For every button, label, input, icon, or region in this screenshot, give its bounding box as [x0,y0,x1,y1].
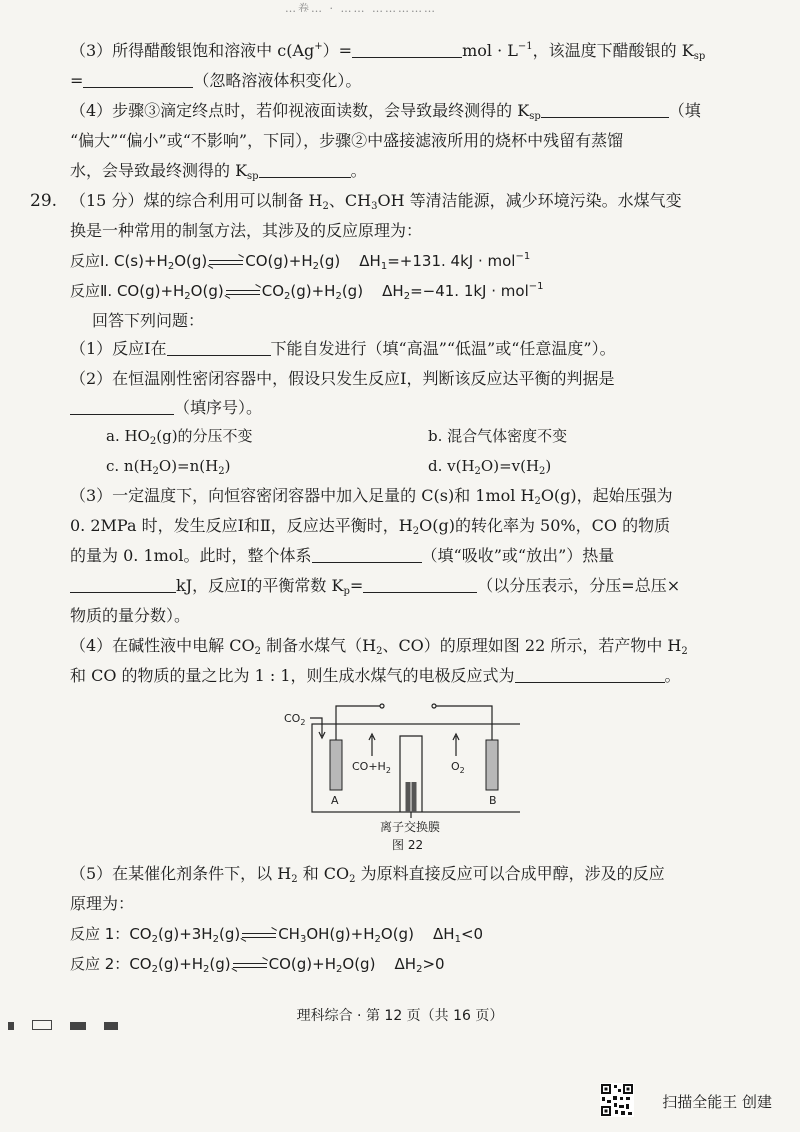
q29-part-5-line-2: 原理为： [70,894,135,913]
q29-part-3-line-4: kJ，反应Ⅰ的平衡常数 $K_p=$ （以分压表示，分压=总压× [70,575,680,597]
q29-part-5-line-1: （5）在某催化剂条件下，以 $H_2$ 和 $CO_2$ 为原料直接反应可以合成甲醇，涉及的反应 [70,864,665,885]
q29-part-1: （1）反应Ⅰ在 下能自发进行（填“高温”“低温”或“任意温度”）。 [70,339,616,358]
equilibrium-arrow-icon [209,258,243,266]
reaction-2: 反应Ⅱ. $CO(g)+H_2O(g)$ $CO_2(g)+H_2(g)$ $\Delta H_2=-41$. 1kJ · mol$^{-1}$ [70,281,544,302]
qr-code-icon [600,1083,634,1117]
terminal-left [380,704,384,708]
anode-gas-label: $O_2$ [451,760,465,775]
q29-intro-2: 换是一种常用的制氢方法，其涉及的反应原理为： [70,221,423,240]
answer-blank[interactable] [83,73,193,88]
option-d: d. $v(H_2O)=v(H_2)$ [428,457,552,477]
answer-blank[interactable] [352,43,462,58]
electrode-a [330,740,342,790]
terminal-right [432,704,436,708]
q29-part-3-line-1: （3）一定温度下，向恒容密闭容器中加入足量的 C(s)和 1mol $H_2O(g)$，起始压强为 [70,486,673,507]
q29-part-4-line-2: 和 CO 的物质的量之比为 1 : 1，则生成水煤气的电极反应式为 。 [70,666,681,685]
equilibrium-arrow-icon [226,288,260,296]
q29-part-3-line-3: 的量为 0. 1mol。此时，整个体系 （填“吸收”或“放出”）热量 [70,546,615,565]
answer-blank[interactable] [541,103,669,118]
co2-label: $CO_2$ [284,712,306,727]
q4-line-1: （4）步骤③滴定终点时，若仰视液面读数，会导致最终测得的 $K_{sp}$ （填 [70,101,701,122]
wire-left [336,706,380,740]
equilibrium-arrow-icon [233,961,267,969]
question-number: 29. [30,191,58,211]
answer-blank[interactable] [363,578,477,593]
wire-right [434,706,492,740]
figure-caption: 图 22 [392,838,424,852]
page-footer: 理科综合 · 第 12 页（共 16 页） [296,1008,504,1024]
answer-prompt: 回答下列问题： [92,311,205,330]
option-a: a. $HO_2(g)$的分压不变 [106,427,253,447]
answer-blank[interactable] [515,668,665,683]
reaction-e1: 反应 1：$CO_2(g)+3H_2(g)$ $CH_3OH(g)+H_2O(g)$ $\Delta H_1<0$ [70,925,484,945]
q3-line-2: = （忽略溶液体积变化）。 [70,71,362,90]
answer-blank[interactable] [167,341,271,356]
q29-part-2-line-1: （2）在恒温刚性密闭容器中，假设只发生反应Ⅰ，判断该反应达平衡的判据是 [70,369,615,388]
q29-part-4-line-1: （4）在碱性液中电解 $CO_2$ 制备水煤气（$H_2$、CO）的原理如图 22 所示，若产物中 $H_2$ [70,636,688,657]
header-strip: …卷… · …… …………… [285,2,437,12]
answer-blank[interactable] [259,163,351,178]
q29-part-3-line-5: 物质的量分数）。 [70,606,191,625]
electrode-b [486,740,498,790]
scanner-watermark: 扫描全能王 创建 [662,1093,772,1111]
equilibrium-arrow-icon [242,931,276,939]
q29-intro-1: （15 分）煤的综合利用可以制备 $H_2$、$CH_3OH$ 等清洁能源，减少环境污染。水煤气变 [70,191,682,212]
electrode-a-label: A [331,794,339,807]
membrane-label: 离子交换膜 [380,820,441,834]
reaction-e2: 反应 2：$CO_2(g)+H_2(g)$ $CO(g)+H_2O(g)$ $\Delta H_2>0$ [70,955,445,975]
reaction-1: 反应Ⅰ. $C(s)+H_2O(g)$ $CO(g)+H_2(g)$ $\Delta H_1=+131$. 4kJ · mol$^{-1}$ [70,251,531,272]
answer-blank[interactable] [70,400,174,415]
option-b: b. 混合气体密度不变 [428,427,568,445]
answer-blank[interactable] [70,578,176,593]
cathode-gas-label: $CO+H_2$ [352,760,391,775]
q4-line-3: 水，会导致最终测得的 $K_{sp}$ 。 [70,161,367,182]
ion-exchange-membrane [400,736,422,812]
q29-part-2-line-2: （填序号）。 [70,397,262,419]
electrode-b-label: B [489,794,497,807]
q4-line-2: “偏大”“偏小”或“不影响”，下同），步骤②中盛接滤液所用的烧杯中残留有蒸馏 [70,131,624,150]
option-c: c. $n(H_2O)=n(H_2)$ [106,457,231,477]
q29-part-3-line-2: 0. 2MPa 时，发生反应Ⅰ和Ⅱ，反应达平衡时，$H_2O(g)$的转化率为 50%，CO 的物质 [70,516,671,537]
q3-line-1: （3）所得醋酸银饱和溶液中 c(Ag+）= mol · $L^{-1}$，该温度下醋酸银的 $K_{sp}$ [70,41,706,62]
answer-blank[interactable] [312,548,422,563]
